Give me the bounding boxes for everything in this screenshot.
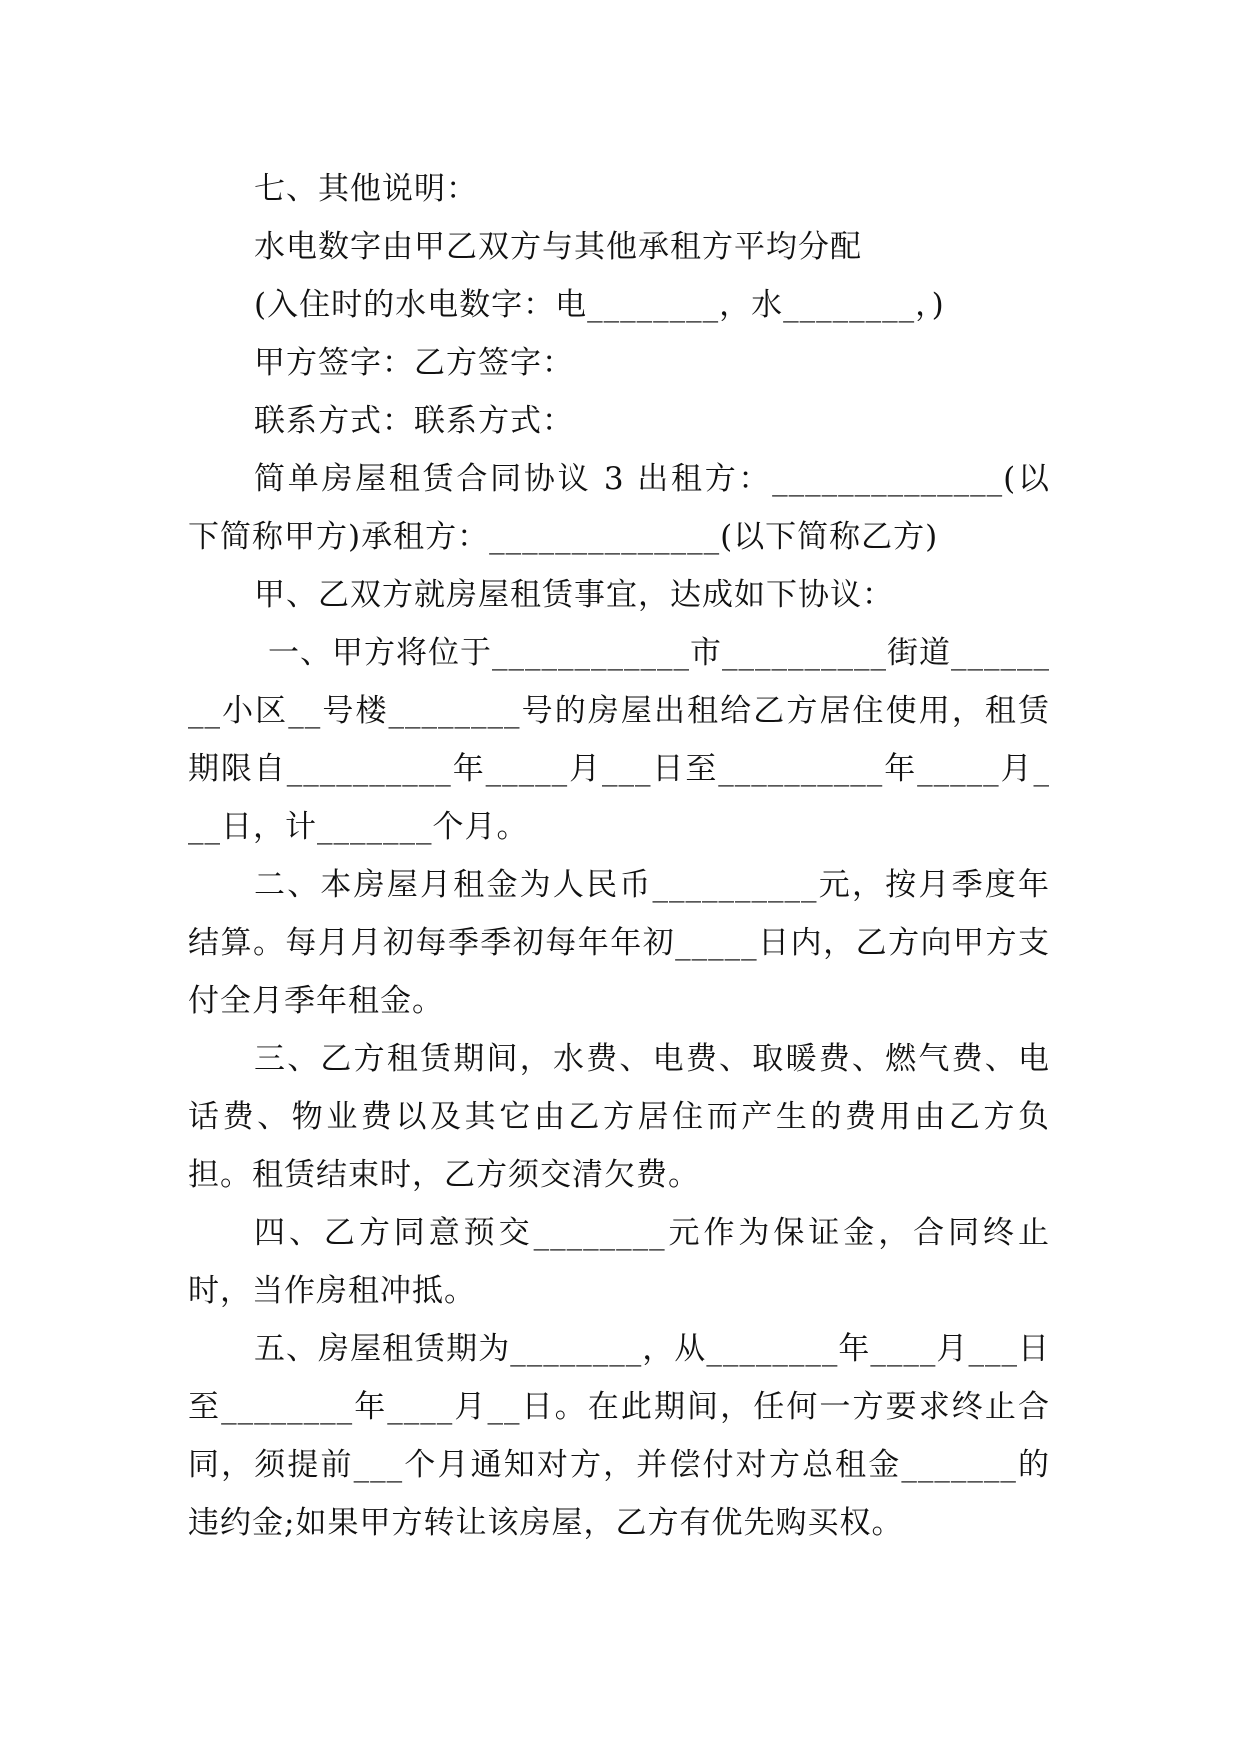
document-body (188, 160, 1050, 1552)
utility-split-note: 水电数字由甲乙双方与其他承租方平均分配 (254, 229, 862, 265)
clause-4-deposit: 四、乙方同意预交________元作为保证金，合同终止时，当作房租冲抵。 (188, 1215, 1050, 1309)
utility-readings-line: (入住时的水电数字：电________，水________，) (254, 287, 945, 323)
section-heading-other-notes: 七、其他说明： (254, 171, 478, 207)
contact-line: 联系方式：联系方式： (254, 403, 574, 439)
clause-2-rent: 二、本房屋月租金为人民币__________元，按月季度年结算。每月月初每季季初每年年初_____日内，乙方向甲方支付全月季年租金。 (188, 867, 1050, 1019)
contract-parties-paragraph: 简单房屋租赁合同协议 3 出租方：______________(以下简称甲方)承租方：______________(以下简称乙方) (188, 461, 1050, 555)
clause-1-premises-and-term: 一、甲方将位于____________市__________街道________小区__号楼________号的房屋出租给乙方居住使用，租赁期限自__________年_____月___日至__________年_____月___日，计_______个月。 (188, 635, 1050, 845)
clause-5-lease-period: 五、房屋租赁期为________，从________年____月___日至________年____月__日。在此期间，任何一方要求终止合同，须提前___个月通知对方，并偿付对方总租金_______的违约金;如果甲方转让该房屋，乙方有优先购买权。 (188, 1331, 1050, 1541)
agreement-intro: 甲、乙双方就房屋租赁事宜，达成如下协议： (254, 577, 894, 613)
clause-3-fees: 三、乙方租赁期间，水费、电费、取暖费、燃气费、电话费、物业费以及其它由乙方居住而产生的费用由乙方负担。租赁结束时，乙方须交清欠费。 (188, 1041, 1050, 1193)
signature-line: 甲方签字：乙方签字： (254, 345, 574, 381)
